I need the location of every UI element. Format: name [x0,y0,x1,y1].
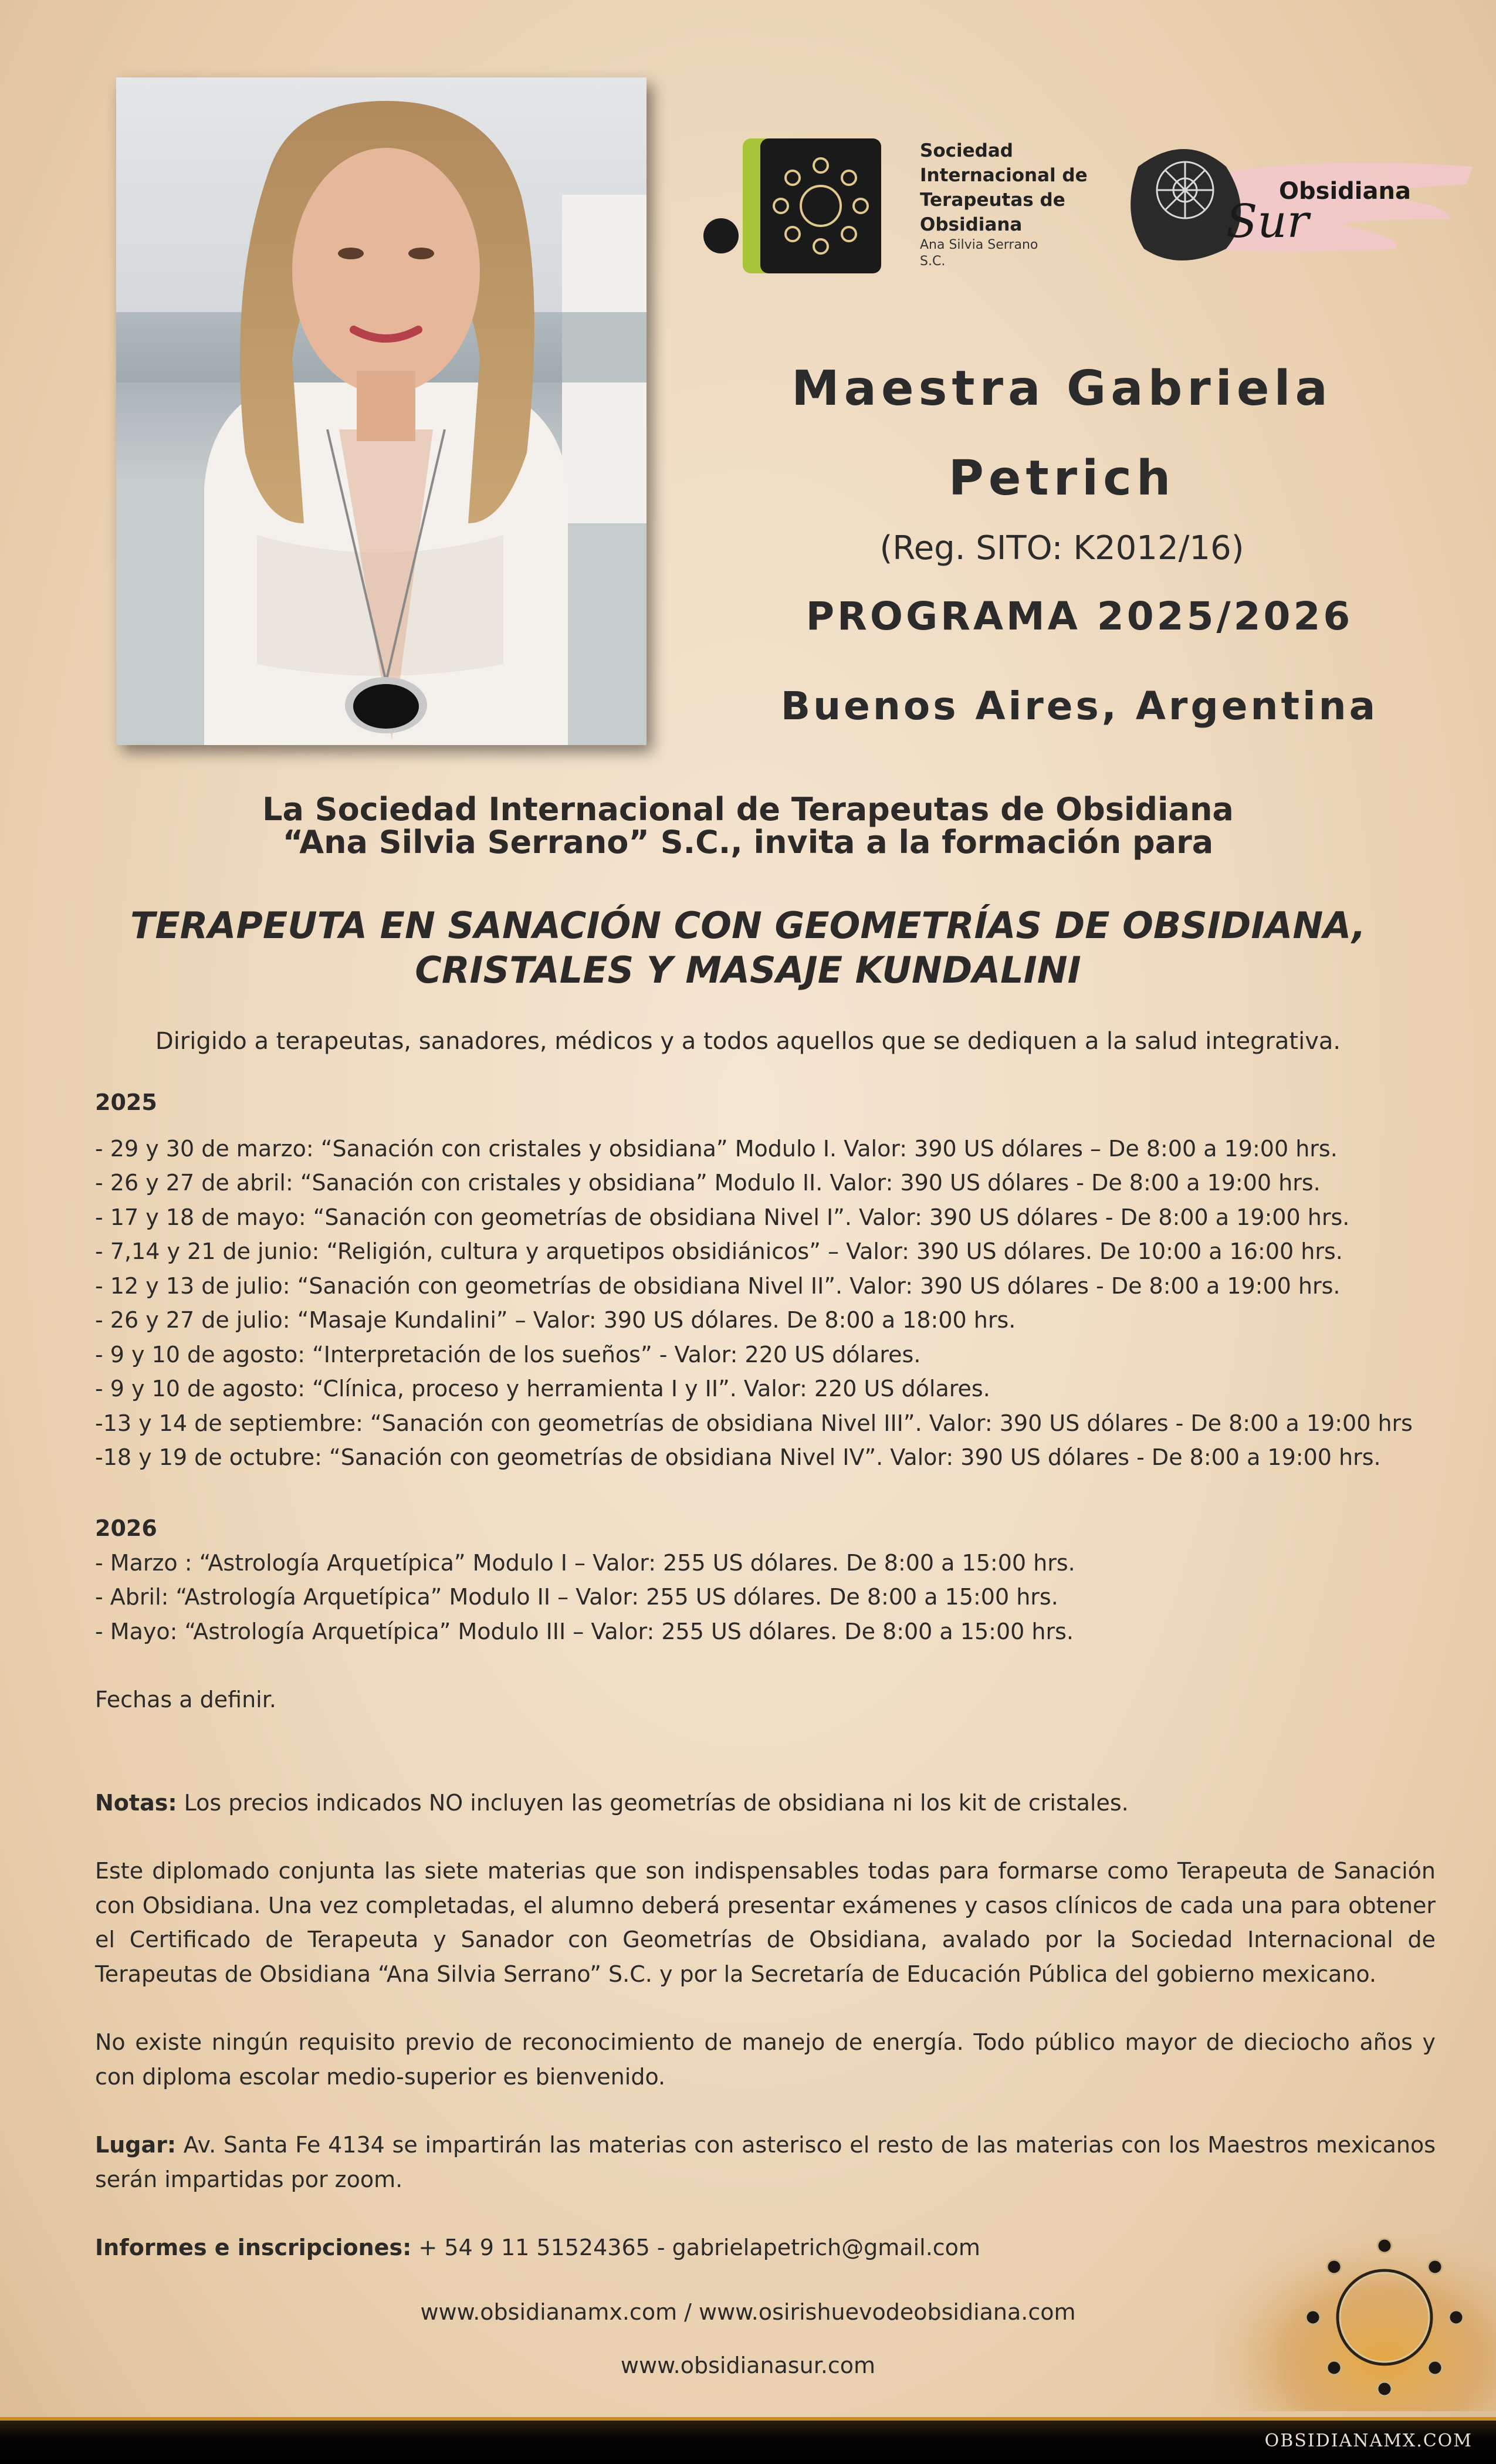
schedule-item: - 26 y 27 de julio: “Masaje Kundalini” – Valor: 390 US dólares. De 8:00 a 18:00 hrs. [95,1307,1016,1333]
sito-logo-text [920,138,1108,270]
website-link-2[interactable]: www.obsidianasur.com [620,2353,876,2378]
notes-text: Los precios indicados NO incluyen las geometrías de obsidiana ni los kit de cristales. [177,1790,1129,1816]
notes-label: Notas: [95,1790,177,1816]
program-title: PROGRAMA 2025/2026 [805,594,1353,639]
schedule-item: - 7,14 y 21 de junio: “Religión, cultura y arquetipos obsidiánicos” – Valor: 390 US dólares. De 10:00 a 16:00 hrs. [95,1238,1343,1264]
sito-line-4: Obsidiana [920,214,1023,235]
requirements: No existe ningún requisito previo de reconocimiento de manejo de energía. Todo público mayor de dieciocho años y con diploma escolar medio-superior es bienvenido. [95,2029,1436,2090]
schedule-item: - Marzo : “Astrología Arquetípica” Modulo I – Valor: 255 US dólares. De 8:00 a 15:00 hrs. [95,1549,1075,1576]
schedule-item: - Mayo: “Astrología Arquetípica” Modulo III – Valor: 255 US dólares. De 8:00 a 15:00 hrs. [95,1618,1074,1644]
schedule-item: -13 y 14 de septiembre: “Sanación con geometrías de obsidiana Nivel III”. Valor: 390 US dólares - De 8:00 a 19:00 hrs [95,1410,1413,1436]
schedule-item: - 26 y 27 de abril: “Sanación con cristales y obsidiana” Modulo II. Valor: 390 US dólares - De 8:00 a 19:00 hrs. [95,1170,1321,1196]
obs-logo-word1: Obsidiana [1279,178,1411,205]
invitation-line2: “Ana Silvia Serrano” S.C., invita a la formación para [282,824,1214,861]
course-title-line1: TERAPEUTA EN SANACIÓN CON GEOMETRÍAS DE OBSIDIANA, [130,904,1366,947]
invitation-line1: La Sociedad Internacional de Terapeutas de Obsidiana [262,791,1234,828]
invitation [117,793,1379,859]
contact-label: Informes e inscripciones: [95,2235,412,2260]
sito-logo [702,136,1088,283]
obsidian-mirror-decoration [1214,2206,1496,2411]
sito-line-1: Sociedad [920,140,1013,161]
schedule-item: - 29 y 30 de marzo: “Sanación con cristales y obsidiana” Modulo I. Valor: 390 US dólares – De 8:00 a 19:00 hrs. [95,1135,1338,1162]
venue [95,2128,1436,2196]
dates-tbd: Fechas a definir. [95,1687,276,1712]
venue-text: Av. Santa Fe 4134 se impartirán las materias con asterisco el resto de las materias con los Maestros mexicanos serán impartidas por zoom. [95,2132,1436,2192]
schedule-2025 [95,1085,1444,1475]
year-2025-label: 2025 [95,1089,157,1115]
sito-line-2: Internacional de [920,165,1088,186]
obs-logo-word2: Sur [1226,195,1309,248]
location: Buenos Aires, Argentina [780,683,1379,729]
schedule-item: - 9 y 10 de agosto: “Clínica, proceso y herramienta I y II”. Valor: 220 US dólares. [95,1376,990,1402]
year-2026-label: 2026 [95,1515,157,1541]
course-title-line2: CRISTALES Y MASAJE KUNDALINI [415,949,1081,991]
schedule-item: - 9 y 10 de agosto: “Interpretación de los sueños” - Valor: 220 US dólares. [95,1341,921,1368]
portrait-photo [116,77,647,745]
diploma-description: Este diplomado conjunta las siete materias que son indispensables todas para formarse como Terapeuta de Sanación con Obsidiana. Una vez completadas, el alumno deberá presentar exámenes y casos clínicos de cada una para obtener el Certificado de Terapeuta y Sanador con Geometrías de Obsidiana, avalado por la Sociedad Internacional de Terapeutas de Obsidiana “Ana Silvia Serrano” S.C. y por la Secretaría de Educación Pública del gobierno mexicano. [95,1858,1436,1987]
notes [95,1786,1444,1820]
teacher-name-line2: Petrich [948,451,1176,506]
sito-logo-mark [702,136,889,283]
sito-line-6: S.C. [920,254,946,269]
sito-line-3: Terapeutas de [920,189,1065,211]
contact-text[interactable]: + 54 9 11 51524365 - gabrielapetrich@gmail.com [411,2235,980,2260]
obsidiana-sur-logo [1121,131,1473,272]
schedule-item: - 17 y 18 de mayo: “Sanación con geometrías de obsidiana Nivel I”. Valor: 390 US dólares - De 8:00 a 19:00 hrs. [95,1204,1350,1230]
schedule-2026 [95,1511,1444,1649]
venue-label: Lugar: [95,2132,177,2158]
schedule-item: -18 y 19 de octubre: “Sanación con geometrías de obsidiana Nivel IV”. Valor: 390 US dólares - De 8:00 a 19:00 hrs. [95,1444,1381,1470]
website-links-1[interactable]: www.obsidianamx.com / www.osirishuevodeobsidiana.com [420,2299,1076,2325]
course-title [117,903,1379,993]
schedule-item: - 12 y 13 de julio: “Sanación con geometrías de obsidiana Nivel II”. Valor: 390 US dólares - De 8:00 a 19:00 hrs. [95,1272,1341,1299]
schedule-item: - Abril: “Astrología Arquetípica” Modulo II – Valor: 255 US dólares. De 8:00 a 15:00 hrs. [95,1584,1058,1610]
footer-brand[interactable]: OBSIDIANAMX.COM [1264,2431,1473,2451]
registration-number: (Reg. SITO: K2012/16) [879,529,1244,567]
sito-line-5: Ana Silvia Serrano [920,238,1038,252]
audience-text: Dirigido a terapeutas, sanadores, médicos y a todos aquellos que se dediquen a la salud integrativa. [155,1028,1341,1055]
teacher-name-line1: Maestra Gabriela [791,361,1332,417]
